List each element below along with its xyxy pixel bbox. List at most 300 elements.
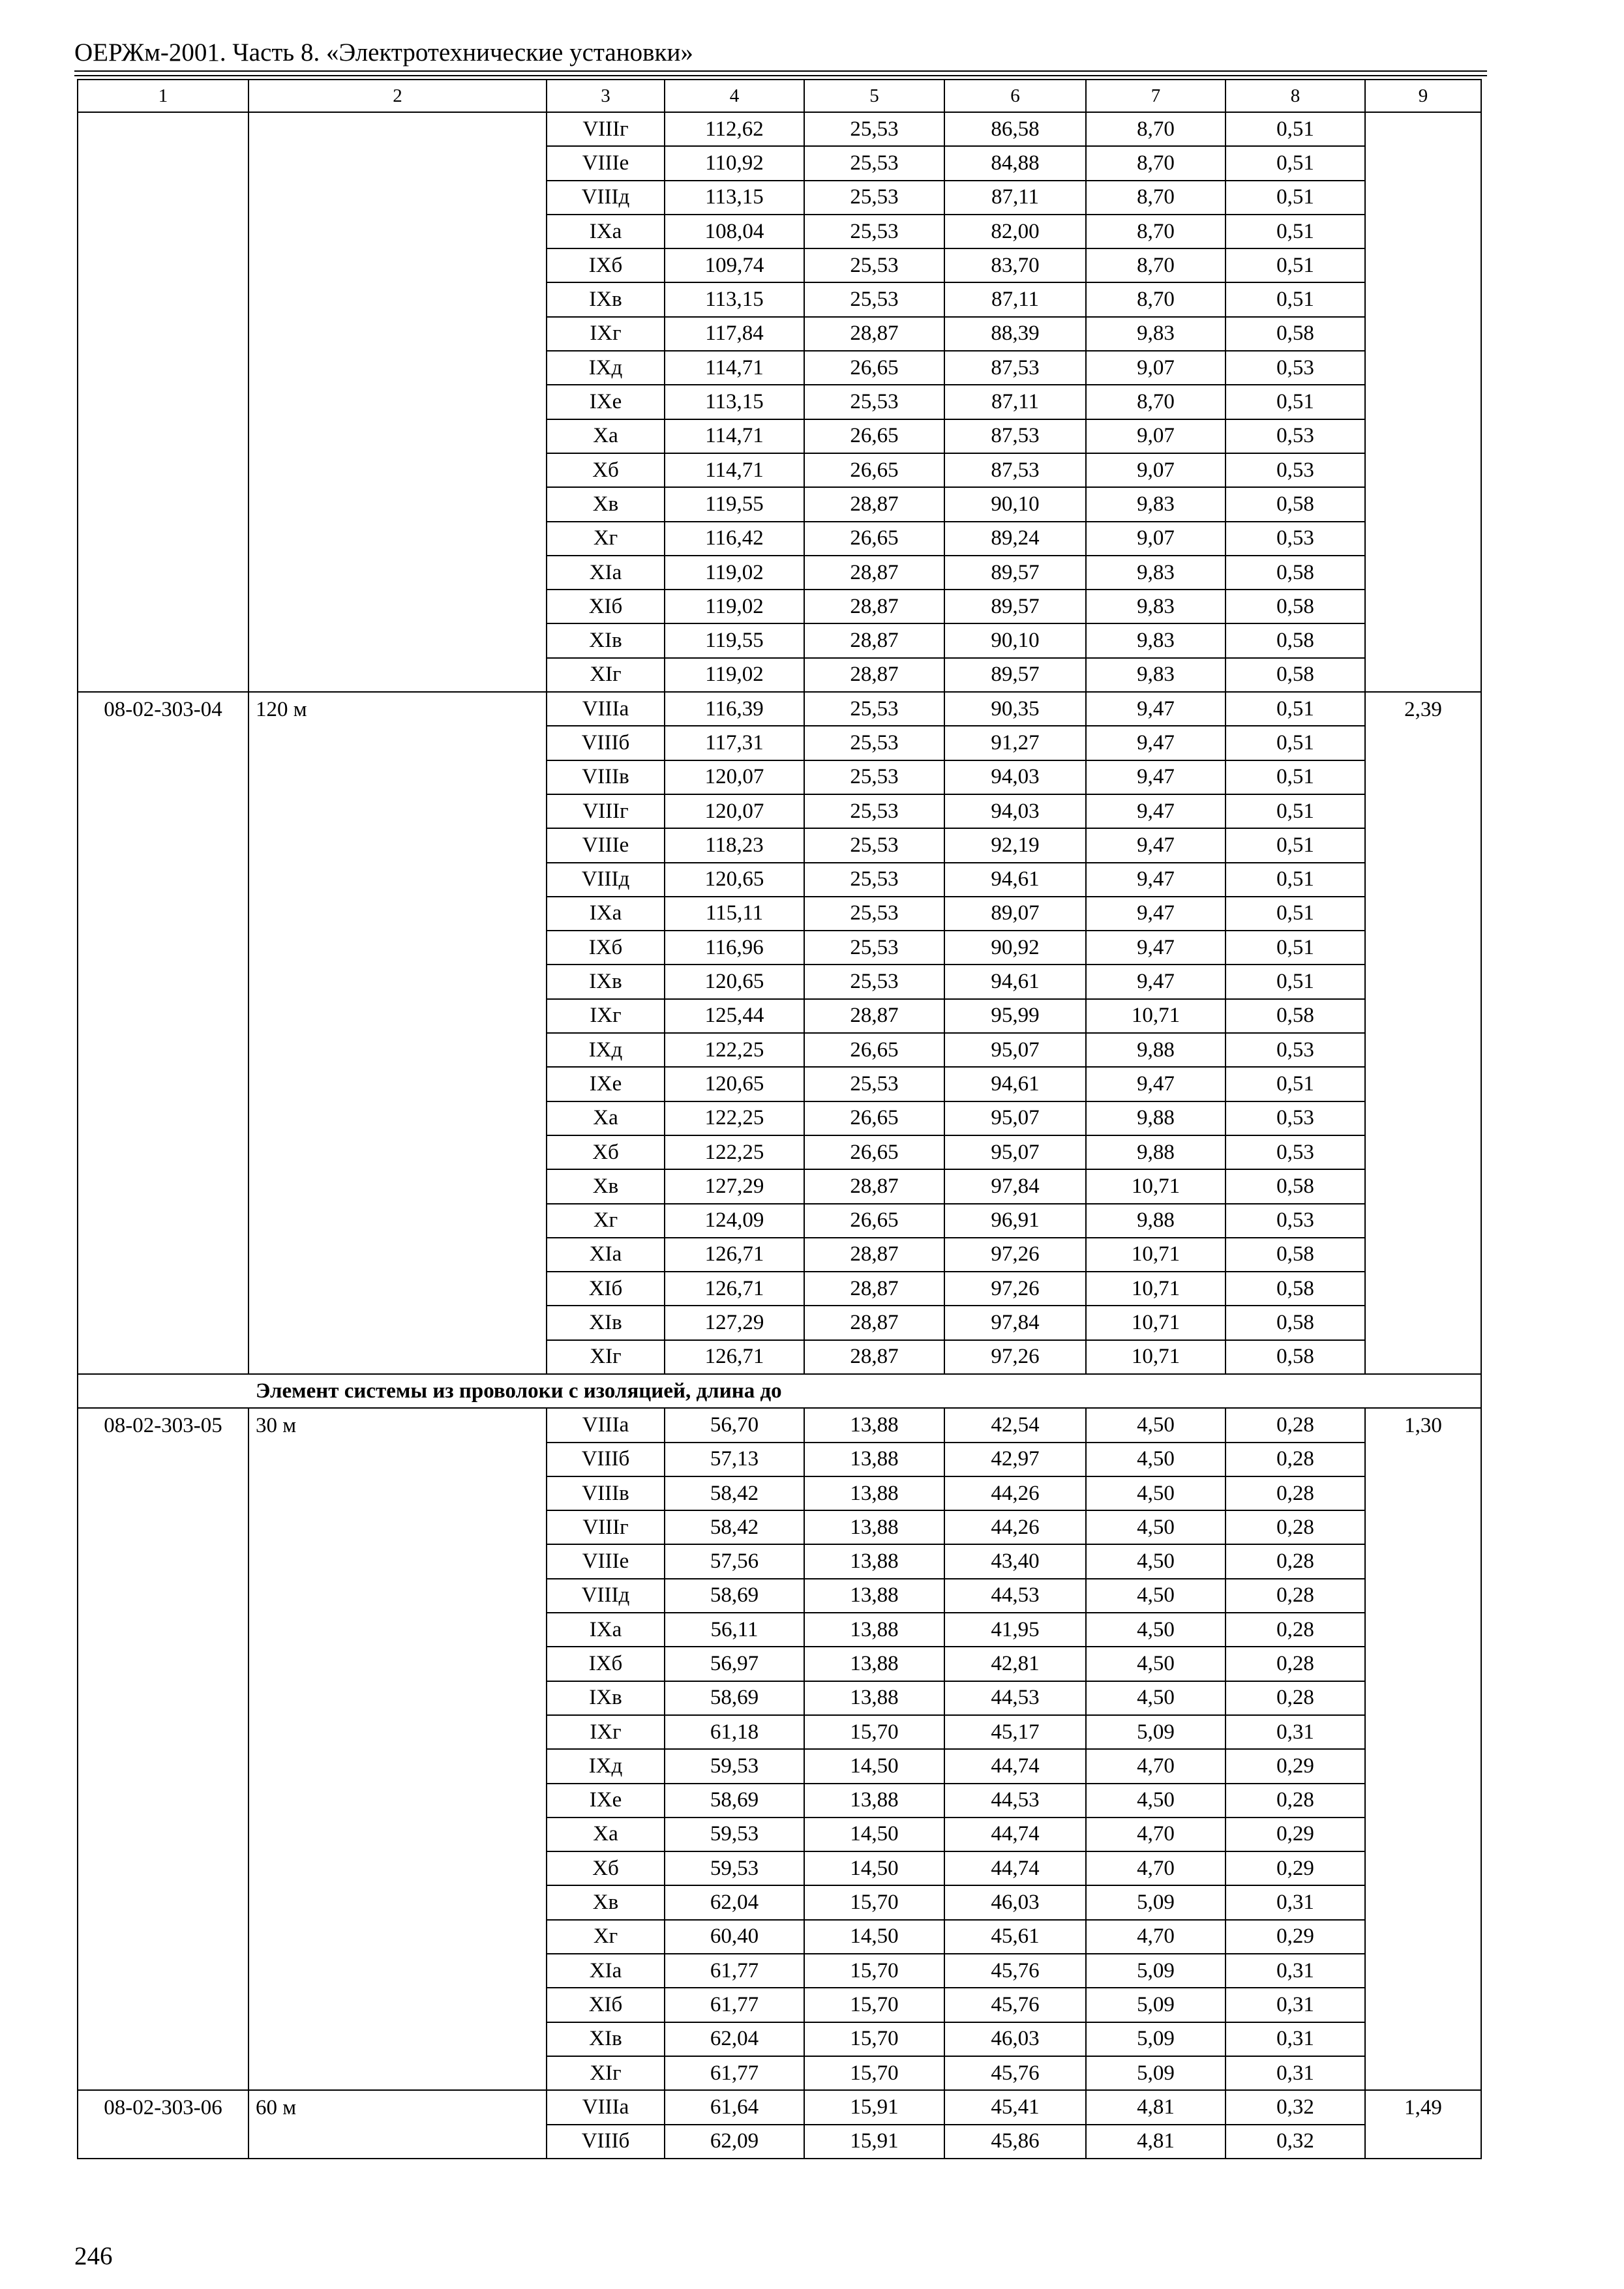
table-cell: 4,70 xyxy=(1086,1818,1226,1851)
table-cell: 0,58 xyxy=(1226,487,1365,521)
table-cell: 95,07 xyxy=(944,1135,1086,1169)
table-cell: 120,07 xyxy=(665,794,804,828)
column-number-cell: 2 xyxy=(248,80,547,112)
table-cell: 44,53 xyxy=(944,1579,1086,1613)
column-9-cell: 2,39 xyxy=(1365,692,1481,1374)
table-cell: 86,58 xyxy=(944,112,1086,146)
table-cell: 0,53 xyxy=(1226,522,1365,556)
table-cell: 0,32 xyxy=(1226,2090,1365,2124)
table-cell: 4,70 xyxy=(1086,1920,1226,1954)
table-cell: IXд xyxy=(547,1749,665,1783)
table-cell: 25,53 xyxy=(804,215,944,248)
table-cell: 9,47 xyxy=(1086,692,1226,726)
table-cell: 94,03 xyxy=(944,760,1086,794)
table-cell: 28,87 xyxy=(804,1238,944,1272)
table-cell: 44,53 xyxy=(944,1681,1086,1715)
table-cell: 108,04 xyxy=(665,215,804,248)
table-cell: 58,69 xyxy=(665,1784,804,1818)
table-cell: 0,58 xyxy=(1226,623,1365,657)
table-cell: 61,18 xyxy=(665,1715,804,1749)
table-cell: 9,47 xyxy=(1086,897,1226,931)
table-cell: 4,81 xyxy=(1086,2125,1226,2159)
table-cell: 9,47 xyxy=(1086,863,1226,897)
table-cell: 87,11 xyxy=(944,282,1086,316)
table-cell: 110,92 xyxy=(665,146,804,180)
table-cell: 89,07 xyxy=(944,897,1086,931)
table-cell: 44,26 xyxy=(944,1476,1086,1510)
table-cell: 9,88 xyxy=(1086,1204,1226,1238)
table-cell: 26,65 xyxy=(804,1135,944,1169)
table-cell: IXе xyxy=(547,1067,665,1101)
table-row xyxy=(78,1408,1481,1442)
table-cell: XIб xyxy=(547,1988,665,2022)
table-cell: 0,51 xyxy=(1226,1067,1365,1101)
table-cell: 4,70 xyxy=(1086,1749,1226,1783)
table-cell: 45,61 xyxy=(944,1920,1086,1954)
table-cell: 0,29 xyxy=(1226,1920,1365,1954)
table-cell: 0,28 xyxy=(1226,1613,1365,1647)
table-cell: 0,28 xyxy=(1226,1408,1365,1442)
page-header-title: ОЕРЖм-2001. Часть 8. «Электротехнические установки» xyxy=(74,38,693,67)
table-cell: 46,03 xyxy=(944,2022,1086,2056)
table-cell: 117,84 xyxy=(665,317,804,351)
table-cell: 5,09 xyxy=(1086,1954,1226,1988)
table-cell: 45,86 xyxy=(944,2125,1086,2159)
table-cell: 26,65 xyxy=(804,1101,944,1135)
table-cell: Xв xyxy=(547,1169,665,1203)
table-cell: 57,13 xyxy=(665,1443,804,1476)
table-cell: XIг xyxy=(547,658,665,692)
table-cell: 13,88 xyxy=(804,1443,944,1476)
table-cell: 118,23 xyxy=(665,828,804,862)
table-cell: 45,41 xyxy=(944,2090,1086,2124)
table-cell: 59,53 xyxy=(665,1851,804,1885)
column-number-cell: 6 xyxy=(944,80,1086,112)
table-cell: 0,58 xyxy=(1226,1340,1365,1374)
table-cell: 116,39 xyxy=(665,692,804,726)
table-cell: 25,53 xyxy=(804,282,944,316)
table-cell: 97,26 xyxy=(944,1272,1086,1306)
table-cell: 58,42 xyxy=(665,1476,804,1510)
table-cell: 57,56 xyxy=(665,1544,804,1578)
table-cell: 42,54 xyxy=(944,1408,1086,1442)
table-cell: 56,97 xyxy=(665,1647,804,1681)
table-cell: 124,09 xyxy=(665,1204,804,1238)
table-cell: 0,51 xyxy=(1226,692,1365,726)
table-cell: 116,42 xyxy=(665,522,804,556)
table-cell: 25,53 xyxy=(804,181,944,215)
norm-code-cell: 08-02-303-05 xyxy=(78,1408,248,2090)
table-cell: Xв xyxy=(547,1885,665,1919)
table-cell: 4,50 xyxy=(1086,1579,1226,1613)
table-cell: XIб xyxy=(547,1272,665,1306)
table-cell: 0,51 xyxy=(1226,897,1365,931)
table-cell: Xб xyxy=(547,453,665,487)
table-cell: 5,09 xyxy=(1086,2022,1226,2056)
table-cell: 122,25 xyxy=(665,1135,804,1169)
table-cell: VIIIд xyxy=(547,181,665,215)
table-cell: VIIIб xyxy=(547,726,665,760)
table-cell: 5,09 xyxy=(1086,1885,1226,1919)
norms-table xyxy=(77,79,1482,2159)
table-cell: XIв xyxy=(547,623,665,657)
table-cell: 25,53 xyxy=(804,146,944,180)
table-cell: VIIIг xyxy=(547,794,665,828)
table-cell: 4,50 xyxy=(1086,1681,1226,1715)
table-cell: 59,53 xyxy=(665,1749,804,1783)
table-cell: 95,07 xyxy=(944,1033,1086,1067)
table-cell: 13,88 xyxy=(804,1681,944,1715)
table-cell: IXб xyxy=(547,1647,665,1681)
table-cell: 25,53 xyxy=(804,931,944,965)
table-cell: 13,88 xyxy=(804,1647,944,1681)
table-cell: VIIIе xyxy=(547,146,665,180)
table-cell: IXг xyxy=(547,999,665,1033)
table-cell: 9,83 xyxy=(1086,556,1226,590)
table-cell: 26,65 xyxy=(804,419,944,453)
table-cell: 13,88 xyxy=(804,1579,944,1613)
table-cell: 0,53 xyxy=(1226,1033,1365,1067)
column-9-cell: 1,30 xyxy=(1365,1408,1481,2090)
table-cell: 10,71 xyxy=(1086,1340,1226,1374)
page-number: 246 xyxy=(74,2242,113,2270)
table-cell: 62,09 xyxy=(665,2125,804,2159)
table-cell: XIв xyxy=(547,1306,665,1339)
table-cell: VIIIа xyxy=(547,2090,665,2124)
table-cell: 15,70 xyxy=(804,1715,944,1749)
table-cell: 120,65 xyxy=(665,965,804,998)
table-cell: 13,88 xyxy=(804,1544,944,1578)
table-cell: 9,07 xyxy=(1086,522,1226,556)
table-cell: 116,96 xyxy=(665,931,804,965)
table-cell: 58,69 xyxy=(665,1681,804,1715)
table-cell: 44,74 xyxy=(944,1818,1086,1851)
table-cell: 119,02 xyxy=(665,556,804,590)
table-cell: 0,53 xyxy=(1226,1101,1365,1135)
table-cell: 44,74 xyxy=(944,1851,1086,1885)
table-cell: 26,65 xyxy=(804,522,944,556)
table-cell: 62,04 xyxy=(665,1885,804,1919)
table-cell: 26,65 xyxy=(804,453,944,487)
table-cell: 92,19 xyxy=(944,828,1086,862)
table-cell: 120,65 xyxy=(665,863,804,897)
column-number-cell: 1 xyxy=(78,80,248,112)
table-cell: 9,47 xyxy=(1086,828,1226,862)
table-cell: 15,91 xyxy=(804,2125,944,2159)
table-cell: 25,53 xyxy=(804,248,944,282)
table-cell: 0,58 xyxy=(1226,1272,1365,1306)
table-cell: 0,51 xyxy=(1226,760,1365,794)
table-cell: 61,77 xyxy=(665,1954,804,1988)
table-cell: 0,29 xyxy=(1226,1749,1365,1783)
table-cell: IXа xyxy=(547,215,665,248)
table-cell: 0,31 xyxy=(1226,1715,1365,1749)
norm-name-cell xyxy=(248,112,547,692)
column-number-cell: 3 xyxy=(547,80,665,112)
table-cell: 90,35 xyxy=(944,692,1086,726)
table-cell: 127,29 xyxy=(665,1169,804,1203)
table-cell: 15,70 xyxy=(804,2022,944,2056)
table-cell: 9,83 xyxy=(1086,658,1226,692)
table-cell: Xа xyxy=(547,1101,665,1135)
table-cell: 46,03 xyxy=(944,1885,1086,1919)
table-cell: 45,76 xyxy=(944,1988,1086,2022)
table-cell: 28,87 xyxy=(804,999,944,1033)
table-cell: 10,71 xyxy=(1086,1238,1226,1272)
table-cell: 89,57 xyxy=(944,658,1086,692)
table-cell: 0,31 xyxy=(1226,2022,1365,2056)
table-cell: 113,15 xyxy=(665,181,804,215)
table-cell: 13,88 xyxy=(804,1510,944,1544)
header-rule xyxy=(74,70,1487,72)
table-cell: 25,53 xyxy=(804,965,944,998)
table-cell: 4,50 xyxy=(1086,1544,1226,1578)
table-cell: 0,51 xyxy=(1226,726,1365,760)
table-cell: 8,70 xyxy=(1086,181,1226,215)
norm-code-cell: 08-02-303-06 xyxy=(78,2090,248,2159)
table-cell: 15,70 xyxy=(804,1988,944,2022)
table-cell: 0,58 xyxy=(1226,556,1365,590)
table-cell: 0,53 xyxy=(1226,453,1365,487)
table-cell: 10,71 xyxy=(1086,1272,1226,1306)
table-cell: 28,87 xyxy=(804,556,944,590)
table-cell: XIб xyxy=(547,590,665,623)
table-cell: 89,24 xyxy=(944,522,1086,556)
table-cell: 119,55 xyxy=(665,487,804,521)
table-cell: 0,28 xyxy=(1226,1544,1365,1578)
table-cell: 28,87 xyxy=(804,1272,944,1306)
column-number-cell: 5 xyxy=(804,80,944,112)
column-number-cell: 9 xyxy=(1365,80,1481,112)
table-cell: 114,71 xyxy=(665,351,804,385)
column-9-cell xyxy=(1365,112,1481,692)
table-cell: 0,51 xyxy=(1226,282,1365,316)
norm-name-cell: 60 м xyxy=(248,2090,547,2159)
table-cell: 97,26 xyxy=(944,1340,1086,1374)
table-cell: 9,88 xyxy=(1086,1033,1226,1067)
table-cell: 115,11 xyxy=(665,897,804,931)
table-cell: 113,15 xyxy=(665,385,804,419)
table-cell: 25,53 xyxy=(804,726,944,760)
column-number-cell: 8 xyxy=(1226,80,1365,112)
table-cell: 9,47 xyxy=(1086,931,1226,965)
table-cell: 4,70 xyxy=(1086,1851,1226,1885)
table-row xyxy=(78,692,1481,726)
column-number-cell: 4 xyxy=(665,80,804,112)
table-cell: 122,25 xyxy=(665,1101,804,1135)
table-cell: 4,50 xyxy=(1086,1784,1226,1818)
table-cell: 0,51 xyxy=(1226,931,1365,965)
table-cell: 9,07 xyxy=(1086,453,1226,487)
table-cell: 88,39 xyxy=(944,317,1086,351)
table-cell: 58,42 xyxy=(665,1510,804,1544)
table-cell: 0,51 xyxy=(1226,146,1365,180)
table-cell: XIа xyxy=(547,1954,665,1988)
table-cell: 28,87 xyxy=(804,1169,944,1203)
table-cell: 94,61 xyxy=(944,965,1086,998)
norm-name-cell: 120 м xyxy=(248,692,547,1374)
table-cell: 25,53 xyxy=(804,385,944,419)
table-cell: 4,50 xyxy=(1086,1647,1226,1681)
table-cell: 8,70 xyxy=(1086,215,1226,248)
table-cell: IXе xyxy=(547,1784,665,1818)
table-cell: 0,31 xyxy=(1226,1988,1365,2022)
table-cell: 25,53 xyxy=(804,112,944,146)
table-cell: IXе xyxy=(547,385,665,419)
norm-name-cell: 30 м xyxy=(248,1408,547,2090)
table-cell: 43,40 xyxy=(944,1544,1086,1578)
table-cell: 0,53 xyxy=(1226,1135,1365,1169)
table-cell: IXд xyxy=(547,351,665,385)
table-cell: 8,70 xyxy=(1086,248,1226,282)
table-cell: Xг xyxy=(547,1920,665,1954)
table-cell: 4,50 xyxy=(1086,1510,1226,1544)
table-cell: VIIIв xyxy=(547,760,665,794)
table-cell: 84,88 xyxy=(944,146,1086,180)
table-cell: 8,70 xyxy=(1086,146,1226,180)
table-cell: 95,07 xyxy=(944,1101,1086,1135)
table-cell: 13,88 xyxy=(804,1784,944,1818)
table-cell: 25,53 xyxy=(804,863,944,897)
table-cell: 90,10 xyxy=(944,487,1086,521)
table-cell: 45,76 xyxy=(944,2056,1086,2090)
table-cell: XIг xyxy=(547,2056,665,2090)
table-cell: IXг xyxy=(547,1715,665,1749)
table-cell: IXб xyxy=(547,248,665,282)
table-cell: 15,91 xyxy=(804,2090,944,2124)
table-cell: 89,57 xyxy=(944,590,1086,623)
table-cell: 14,50 xyxy=(804,1851,944,1885)
table-cell: 9,47 xyxy=(1086,726,1226,760)
table-cell: 13,88 xyxy=(804,1408,944,1442)
table-cell: 42,97 xyxy=(944,1443,1086,1476)
table-cell: 10,71 xyxy=(1086,999,1226,1033)
table-cell: 87,53 xyxy=(944,419,1086,453)
table-cell: 0,28 xyxy=(1226,1476,1365,1510)
table-cell: VIIIд xyxy=(547,1579,665,1613)
table-cell: 13,88 xyxy=(804,1613,944,1647)
table-cell: 4,81 xyxy=(1086,2090,1226,2124)
table-cell: 0,28 xyxy=(1226,1647,1365,1681)
table-cell: 10,71 xyxy=(1086,1306,1226,1339)
table-cell: 0,53 xyxy=(1226,351,1365,385)
table-cell: 125,44 xyxy=(665,999,804,1033)
table-cell: 95,99 xyxy=(944,999,1086,1033)
table-cell: 61,77 xyxy=(665,2056,804,2090)
table-cell: 0,51 xyxy=(1226,828,1365,862)
table-cell: 25,53 xyxy=(804,760,944,794)
table-cell: 44,74 xyxy=(944,1749,1086,1783)
table-cell: 56,11 xyxy=(665,1613,804,1647)
table-cell: 87,11 xyxy=(944,385,1086,419)
table-cell: IXв xyxy=(547,1681,665,1715)
table-cell: 0,58 xyxy=(1226,590,1365,623)
table-cell: 9,83 xyxy=(1086,623,1226,657)
table-cell: 90,92 xyxy=(944,931,1086,965)
table-cell: 114,71 xyxy=(665,419,804,453)
table-cell: 127,29 xyxy=(665,1306,804,1339)
table-cell: 44,53 xyxy=(944,1784,1086,1818)
table-cell: 25,53 xyxy=(804,897,944,931)
table-cell: 126,71 xyxy=(665,1238,804,1272)
table-cell: 14,50 xyxy=(804,1920,944,1954)
table-cell: 0,53 xyxy=(1226,1204,1365,1238)
table-cell: 9,83 xyxy=(1086,590,1226,623)
table-cell: XIв xyxy=(547,2022,665,2056)
table-cell: 119,02 xyxy=(665,590,804,623)
table-row xyxy=(78,112,1481,146)
table-cell: 113,15 xyxy=(665,282,804,316)
table-cell: 15,70 xyxy=(804,2056,944,2090)
table-cell: XIа xyxy=(547,556,665,590)
table-cell: 56,70 xyxy=(665,1408,804,1442)
table-cell: VIIIе xyxy=(547,828,665,862)
table-cell: Xб xyxy=(547,1851,665,1885)
table-cell: 0,51 xyxy=(1226,794,1365,828)
table-cell: 28,87 xyxy=(804,623,944,657)
table-cell: 45,17 xyxy=(944,1715,1086,1749)
table-cell: 61,77 xyxy=(665,1988,804,2022)
norm-code-cell: 08-02-303-04 xyxy=(78,692,248,1374)
table-cell: 9,47 xyxy=(1086,1067,1226,1101)
table-cell: 0,28 xyxy=(1226,1784,1365,1818)
table-cell: 97,84 xyxy=(944,1169,1086,1203)
table-cell: 42,81 xyxy=(944,1647,1086,1681)
table-cell: 9,83 xyxy=(1086,317,1226,351)
table-cell: 0,32 xyxy=(1226,2125,1365,2159)
table-cell: 9,88 xyxy=(1086,1101,1226,1135)
table-cell: 0,58 xyxy=(1226,1238,1365,1272)
table-cell: Xг xyxy=(547,1204,665,1238)
table-cell: 25,53 xyxy=(804,794,944,828)
table-cell: 8,70 xyxy=(1086,112,1226,146)
table-cell: 83,70 xyxy=(944,248,1086,282)
table-cell: 126,71 xyxy=(665,1340,804,1374)
table-cell: 97,84 xyxy=(944,1306,1086,1339)
table-cell: 4,50 xyxy=(1086,1476,1226,1510)
table-cell: 94,03 xyxy=(944,794,1086,828)
table-cell: 15,70 xyxy=(804,1885,944,1919)
table-cell: 0,51 xyxy=(1226,863,1365,897)
table-cell: 82,00 xyxy=(944,215,1086,248)
table-cell: VIIIб xyxy=(547,2125,665,2159)
table-cell: Xа xyxy=(547,1818,665,1851)
table-cell: 126,71 xyxy=(665,1272,804,1306)
table-cell: 8,70 xyxy=(1086,282,1226,316)
table-cell: 90,10 xyxy=(944,623,1086,657)
table-cell: 45,76 xyxy=(944,1954,1086,1988)
table-cell: 0,28 xyxy=(1226,1579,1365,1613)
norm-code-cell xyxy=(78,112,248,692)
column-9-cell: 1,49 xyxy=(1365,2090,1481,2159)
table-cell: IXд xyxy=(547,1033,665,1067)
table-cell: 8,70 xyxy=(1086,385,1226,419)
section-title-row xyxy=(78,1374,1481,1408)
table-cell: 96,91 xyxy=(944,1204,1086,1238)
table-cell: 26,65 xyxy=(804,1204,944,1238)
table-cell: 119,02 xyxy=(665,658,804,692)
table-cell: IXб xyxy=(547,931,665,965)
table-cell: 0,53 xyxy=(1226,419,1365,453)
table-cell: 0,51 xyxy=(1226,181,1365,215)
table-cell: IXв xyxy=(547,965,665,998)
table-cell: 0,51 xyxy=(1226,112,1365,146)
table-cell: 28,87 xyxy=(804,317,944,351)
table-cell: 26,65 xyxy=(804,351,944,385)
table-cell: Xб xyxy=(547,1135,665,1169)
table-cell: 9,83 xyxy=(1086,487,1226,521)
table-cell: 26,65 xyxy=(804,1033,944,1067)
